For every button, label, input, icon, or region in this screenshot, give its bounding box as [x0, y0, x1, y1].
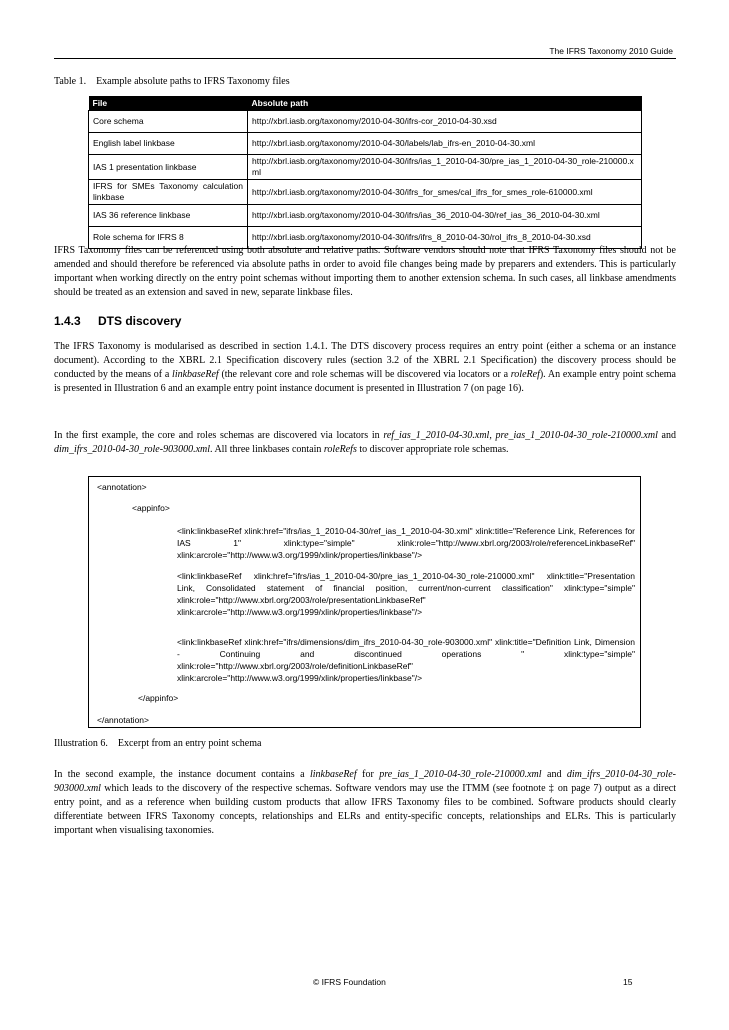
file-dim: dim_ifrs_2010-04-30_role-903000.xml: [54, 444, 211, 455]
illustration-caption: Illustration 6. Excerpt from an entry point schema: [54, 738, 262, 749]
file-cell: IFRS for SMEs Taxonomy calculation linkbase: [89, 180, 248, 205]
section-number: 1.4.3: [54, 314, 81, 328]
paragraph-dts-discovery: The IFRS Taxonomy is modularised as described in section 1.4.1. The DTS discovery process requires an entry point (either a schema or an instance document). According to the XBRL 2.1 Specification discovery rules (section 3.2 of the XBRL 2.1 Specification) the discovery process should be conducted by the means of a linkbaseRef (the relevant core and role schemas will be discovered via locators or a roleRef). An example entry point schema is presented in Illustration 6 and an example entry point instance document is presented in Illustration 7 (on page 16).: [54, 341, 676, 394]
term-roleref: roleRef: [510, 369, 540, 380]
running-header: The IFRS Taxonomy 2010 Guide: [549, 46, 673, 56]
path-cell: http://xbrl.iasb.org/taxonomy/2010-04-30/ifrs/ias_1_2010-04-30/pre_ias_1_2010-04-30_role-210000.xml: [248, 155, 642, 180]
table-row: [89, 111, 642, 133]
term-linkbaseref: linkbaseRef: [172, 369, 219, 380]
term-linkbaseref: linkbaseRef: [310, 769, 357, 780]
file-ref: ref_ias_1_2010-04-30.xml: [383, 430, 490, 441]
file-cell: Role schema for IFRS 8: [89, 227, 248, 249]
file-cell: IAS 1 presentation linkbase: [89, 155, 248, 180]
paths-table: [88, 96, 642, 249]
table-row: [89, 205, 642, 227]
footer-copyright: © IFRS Foundation: [313, 977, 386, 987]
code-linkbaseref-definition: <link:linkbaseRef xlink:href="ifrs/dimensions/dim_ifrs_2010-04-30_role-903000.xml" xlink:title="Definition Link, Dimension - Continuing and discontinued operations " xlink:type="simple" xlink:role="http://www.xbrl.org/2003/role/definitionLinkbaseRef" xlink:arcrole="http://www.w3.org/1999/xlink/properties/linkbase"/>: [177, 637, 635, 683]
path-cell: http://xbrl.iasb.org/taxonomy/2010-04-30/ifrs_for_smes/cal_ifrs_for_smes_role-610000.xml: [248, 180, 642, 205]
file-pre: pre_ias_1_2010-04-30_role-210000.xml: [379, 769, 542, 780]
path-cell: http://xbrl.iasb.org/taxonomy/2010-04-30/ifrs/ifrs_8_2010-04-30/rol_ifrs_8_2010-04-30.xsd: [248, 227, 642, 249]
code-linkbaseref-reference: <link:linkbaseRef xlink:href="ifrs/ias_1_2010-04-30/ref_ias_1_2010-04-30.xml" xlink:title="Reference Link, References for IAS 1" xlink:type="simple" xlink:role="http://www.xbrl.org/2003/role/referenceLinkbaseRef" xlink:arcrole="http://www.w3.org/1999/xlink/properties/linkbase"/>: [177, 526, 635, 560]
code-annotation-open: <annotation>: [97, 482, 147, 492]
page-number: 15: [623, 977, 633, 987]
file-dim: dim_ifrs_2010-04-30_role-903000.xml: [54, 769, 676, 794]
file-cell: IAS 36 reference linkbase: [89, 205, 248, 227]
file-cell: English label linkbase: [89, 133, 248, 155]
code-appinfo-close: </appinfo>: [138, 693, 179, 703]
paragraph-first-example: In the first example, the core and roles schemas are discovered via locators in ref_ias_1_2010-04-30.xml, pre_ias_1_2010-04-30_role-210000.xml and dim_ifrs_2010-04-30_role-903000.xml. All three linkbases contain roleRefs to discover appropriate role schemas.: [54, 430, 676, 455]
file-cell: Core schema: [89, 111, 248, 133]
code-excerpt-box: [88, 476, 641, 728]
section-heading: [54, 314, 181, 328]
path-cell: http://xbrl.iasb.org/taxonomy/2010-04-30/ifrs/ias_36_2010-04-30/ref_ias_36_2010-04-30.xml: [248, 205, 642, 227]
table-header-row: [89, 96, 642, 111]
code-linkbaseref-presentation: <link:linkbaseRef xlink:href="ifrs/ias_1_2010-04-30/pre_ias_1_2010-04-30_role-210000.xml" xlink:title="Presentation Link, Consolidated statement of financial position, current/non-current classification" xlink:type="simple" xlink:role="http://www.xbrl.org/2003/role/presentationLinkbaseRef" xlink:arcrole="http://www.w3.org/1999/xlink/properties/linkbase"/>: [177, 571, 635, 617]
header-rule: [54, 58, 676, 59]
paragraph-relative-paths: IFRS Taxonomy files can be referenced using both absolute and relative paths. Software vendors should note that IFRS Taxonomy files should not be amended and should therefore be referenced via absolute paths in order to avoid file changes being made by preparers and extenders. This is particularly important when working directly on the entry point schemas without importing them to another extension schema. In such cases, all linkbase amendments should be treated as an extension and saved in new, separate linkbase files.: [54, 245, 676, 298]
path-cell: http://xbrl.iasb.org/taxonomy/2010-04-30/labels/lab_ifrs-en_2010-04-30.xml: [248, 133, 642, 155]
table-row: [89, 180, 642, 205]
term-rolerefs: roleRefs: [323, 444, 357, 455]
code-appinfo-open: <appinfo>: [132, 503, 170, 513]
paragraph-second-example: In the second example, the instance document contains a linkbaseRef for pre_ias_1_2010-04-30_role-210000.xml and dim_ifrs_2010-04-30_role-903000.xml which leads to the discovery of the respective schemas. Software vendors may use the ITMM (see footnote ‡ on page 7) output as a direct entry point, and as a reference when building custom products that allow IFRS Taxonomy files to be combined. Software products should clearly differentiate between IFRS Taxonomy concepts, relationships and ELRs and entity-specific concepts, relationships and ELRs. This is particularly important when visualising taxonomies.: [54, 769, 676, 836]
column-header-file: File: [89, 96, 248, 111]
file-pre: pre_ias_1_2010-04-30_role-210000.xml: [495, 430, 658, 441]
column-header-absolute-path: Absolute path: [248, 96, 642, 111]
table-row: [89, 133, 642, 155]
section-title: DTS discovery: [98, 314, 182, 328]
table-row: [89, 155, 642, 180]
path-cell: http://xbrl.iasb.org/taxonomy/2010-04-30/ifrs-cor_2010-04-30.xsd: [248, 111, 642, 133]
table-caption: Table 1. Example absolute paths to IFRS Taxonomy files: [54, 76, 290, 87]
code-annotation-close: </annotation>: [97, 715, 149, 725]
